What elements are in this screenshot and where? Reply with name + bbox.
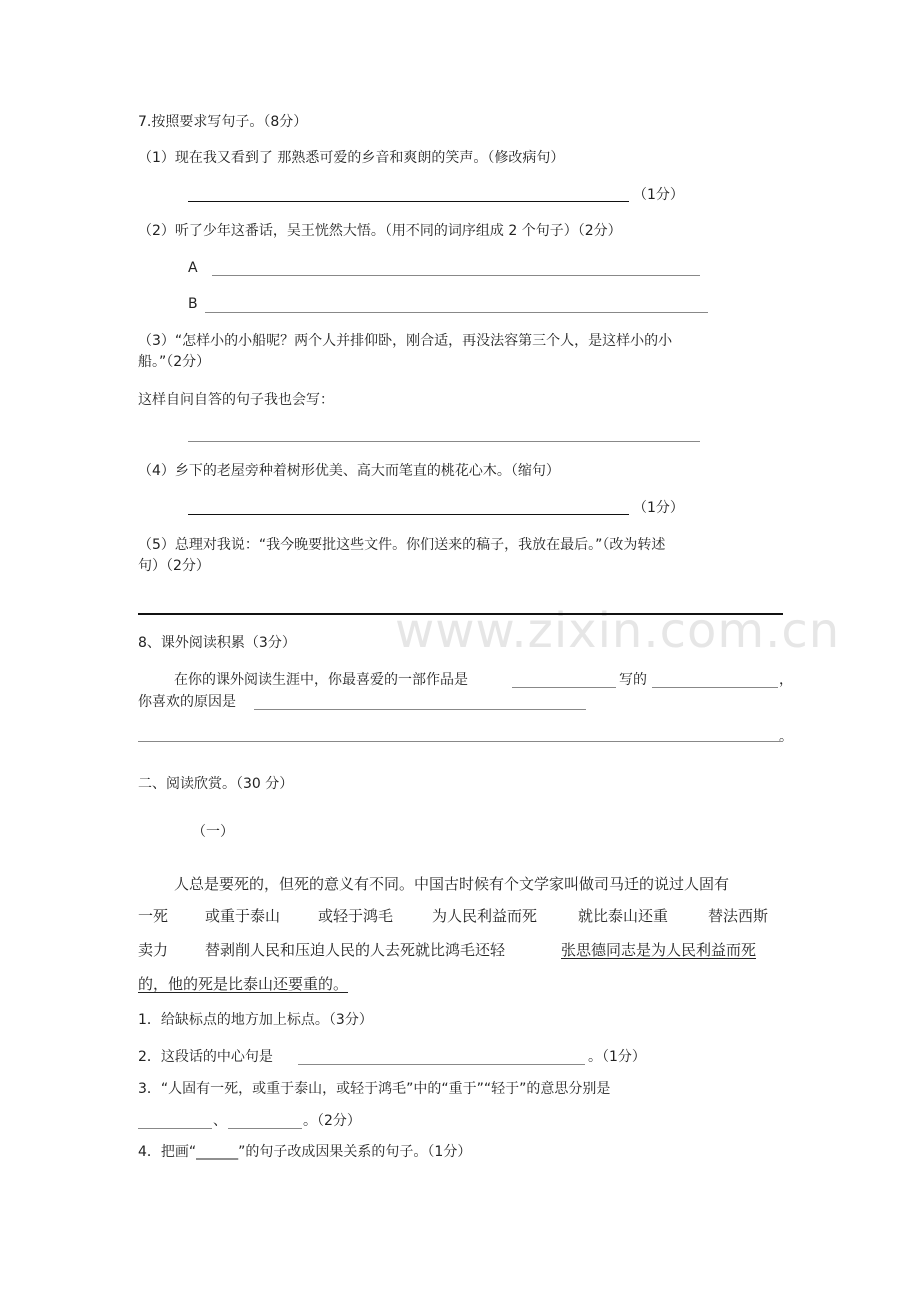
passage-row2-item: 或重于泰山 (205, 907, 281, 925)
qa3-line1: 3．“人固有一死，或重于泰山，或轻于鸿毛”中的“重于”“轻于”的意思分别是 (138, 1081, 611, 1097)
qa3-suffix: 。（2分） (303, 1113, 361, 1129)
q8-reason-blank[interactable] (254, 709, 586, 710)
q8-reason-line[interactable] (138, 741, 780, 742)
qa3-blank-1[interactable] (138, 1128, 212, 1129)
section2-title: 二、阅读欣赏。（30 分） (138, 776, 294, 792)
watermark: www.zixin.com.cn (395, 603, 841, 659)
answer-rule[interactable] (138, 613, 783, 615)
q7-item5-line1: （5）总理对我说：“我今晚要批这些文件。你们送来的稿子，我放在最后。”（改为转述 (138, 537, 666, 553)
q8-period: 。 (779, 729, 793, 745)
q7-item4-score: （1分） (633, 500, 684, 516)
q8-comma: ， (779, 672, 793, 688)
qa4: 4．把画“______”的句子改成因果关系的句子。（1分） (138, 1144, 472, 1160)
q7-item1: （1）现在我又看到了 那熟悉可爱的乡音和爽朗的笑声。（修改病句） (138, 150, 565, 166)
section2-subtitle: （一） (192, 824, 234, 840)
q7-item2: （2）听了少年这番话，吴王恍然大悟。（用不同的词序组成 2 个句子）（2分） (138, 223, 622, 239)
q7-item3-prompt: 这样自问自答的句子我也会写： (138, 392, 334, 408)
q7-item5-line2: 句）（2分） (138, 558, 210, 574)
passage-line1: 人总是要死的，但死的意义有不同。中国古时候有个文学家叫做司马迁的说过人固有 (174, 875, 730, 893)
q8-text2: 写的 (619, 672, 647, 688)
q7-item2-b-line[interactable] (205, 312, 708, 313)
q7-item1-score: （1分） (633, 187, 684, 203)
passage-row3-a: 卖力 (138, 941, 169, 959)
passage-row2-item: 一死 (138, 907, 169, 925)
q7-item4: （4）乡下的老屋旁种着树形优美、高大而笔直的桃花心木。（缩句） (138, 463, 560, 479)
q7-item1-answer-line[interactable] (188, 201, 629, 202)
q7-title: 7.按照要求写句子。（8分） (138, 114, 308, 130)
qa2-suffix: 。（1分） (588, 1049, 646, 1065)
q7-item3-answer-line[interactable] (188, 441, 700, 442)
qa2-blank[interactable] (298, 1064, 585, 1065)
q8-text1: 在你的课外阅读生涯中，你最喜爱的一部作品是 (174, 672, 468, 688)
passage-row2-item: 替法西斯 (708, 907, 769, 925)
q7-item2-a-line[interactable] (212, 275, 700, 276)
q7-item2-a-label: A (188, 260, 198, 276)
passage-row2-item: 为人民利益而死 (432, 907, 538, 925)
qa3-separator: 、 (213, 1113, 227, 1129)
passage-row2-item: 就比泰山还重 (578, 907, 669, 925)
passage-underlined-sentence: 张思德同志是为人民利益而死 (561, 941, 757, 959)
passage-row3-b: 替剥削人民和压迫人民的人去死就比鸿毛还轻 (205, 941, 506, 959)
passage-row2-item: 或轻于鸿毛 (318, 907, 394, 925)
passage-underlined-sentence-end: 的，他的死是比泰山还要重的。 (138, 975, 349, 993)
q8-text3: 你喜欢的原因是 (138, 694, 236, 710)
q7-item4-answer-line[interactable] (188, 514, 629, 515)
q7-item2-b-label: B (188, 296, 198, 312)
q7-item3-line1: （3）“怎样小的小船呢？两个人并排仰卧，刚合适，再没法容第三个人，是这样小的小 (138, 333, 673, 349)
q8-title: 8、课外阅读积累（3分） (138, 635, 296, 651)
qa2-prefix: 2．这段话的中心句是 (138, 1049, 273, 1065)
qa3-blank-2[interactable] (228, 1128, 302, 1129)
q7-item3-line2: 船。”（2分） (138, 354, 211, 370)
q8-author-blank[interactable] (652, 687, 778, 688)
q8-work-blank[interactable] (512, 687, 616, 688)
qa1: 1．给缺标点的地方加上标点。（3分） (138, 1012, 373, 1028)
